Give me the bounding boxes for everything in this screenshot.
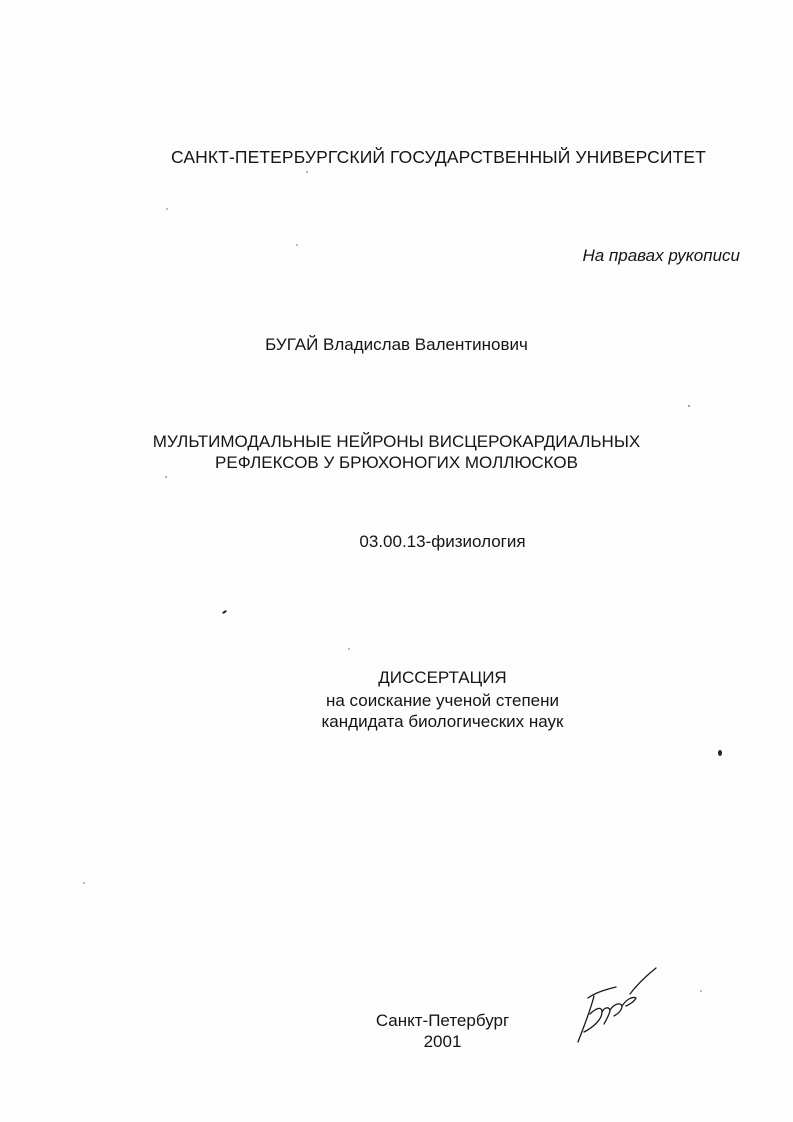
city: Санкт-Петербург [375,1011,510,1030]
scan-speck [222,610,227,615]
signature-icon [570,962,660,1052]
scan-speck [165,476,167,478]
degree-line-1: на соискание ученой степени [325,691,559,710]
scan-speck [83,882,85,884]
university-name: САНКТ-ПЕТЕРБУРГСКИЙ ГОСУДАРСТВЕННЫЙ УНИВЕРСИТЕТ [171,147,706,167]
scan-speck [306,171,308,173]
dissertation-title-line-2: РЕФЛЕКСОВ У БРЮХОНОГИХ МОЛЛЮСКОВ [215,453,578,472]
degree-line-2: кандидата биологических наук [321,712,564,731]
year: 2001 [423,1032,462,1051]
document-type: ДИССЕРТАЦИЯ [378,668,507,687]
author-name: БУГАЙ Владислав Валентинович [265,335,528,354]
scan-speck [700,990,702,992]
scan-speck [348,648,350,650]
scan-speck [688,405,690,407]
manuscript-note: На правах рукописи [582,246,740,265]
scan-speck [718,750,722,756]
scan-speck [296,244,298,246]
dissertation-title-line-1: МУЛЬТИМОДАЛЬНЫЕ НЕЙРОНЫ ВИСЦЕРОКАРДИАЛЬНЫХ [152,432,641,451]
scan-speck [166,208,168,210]
specialty-code: 03.00.13-физиология [359,532,526,551]
